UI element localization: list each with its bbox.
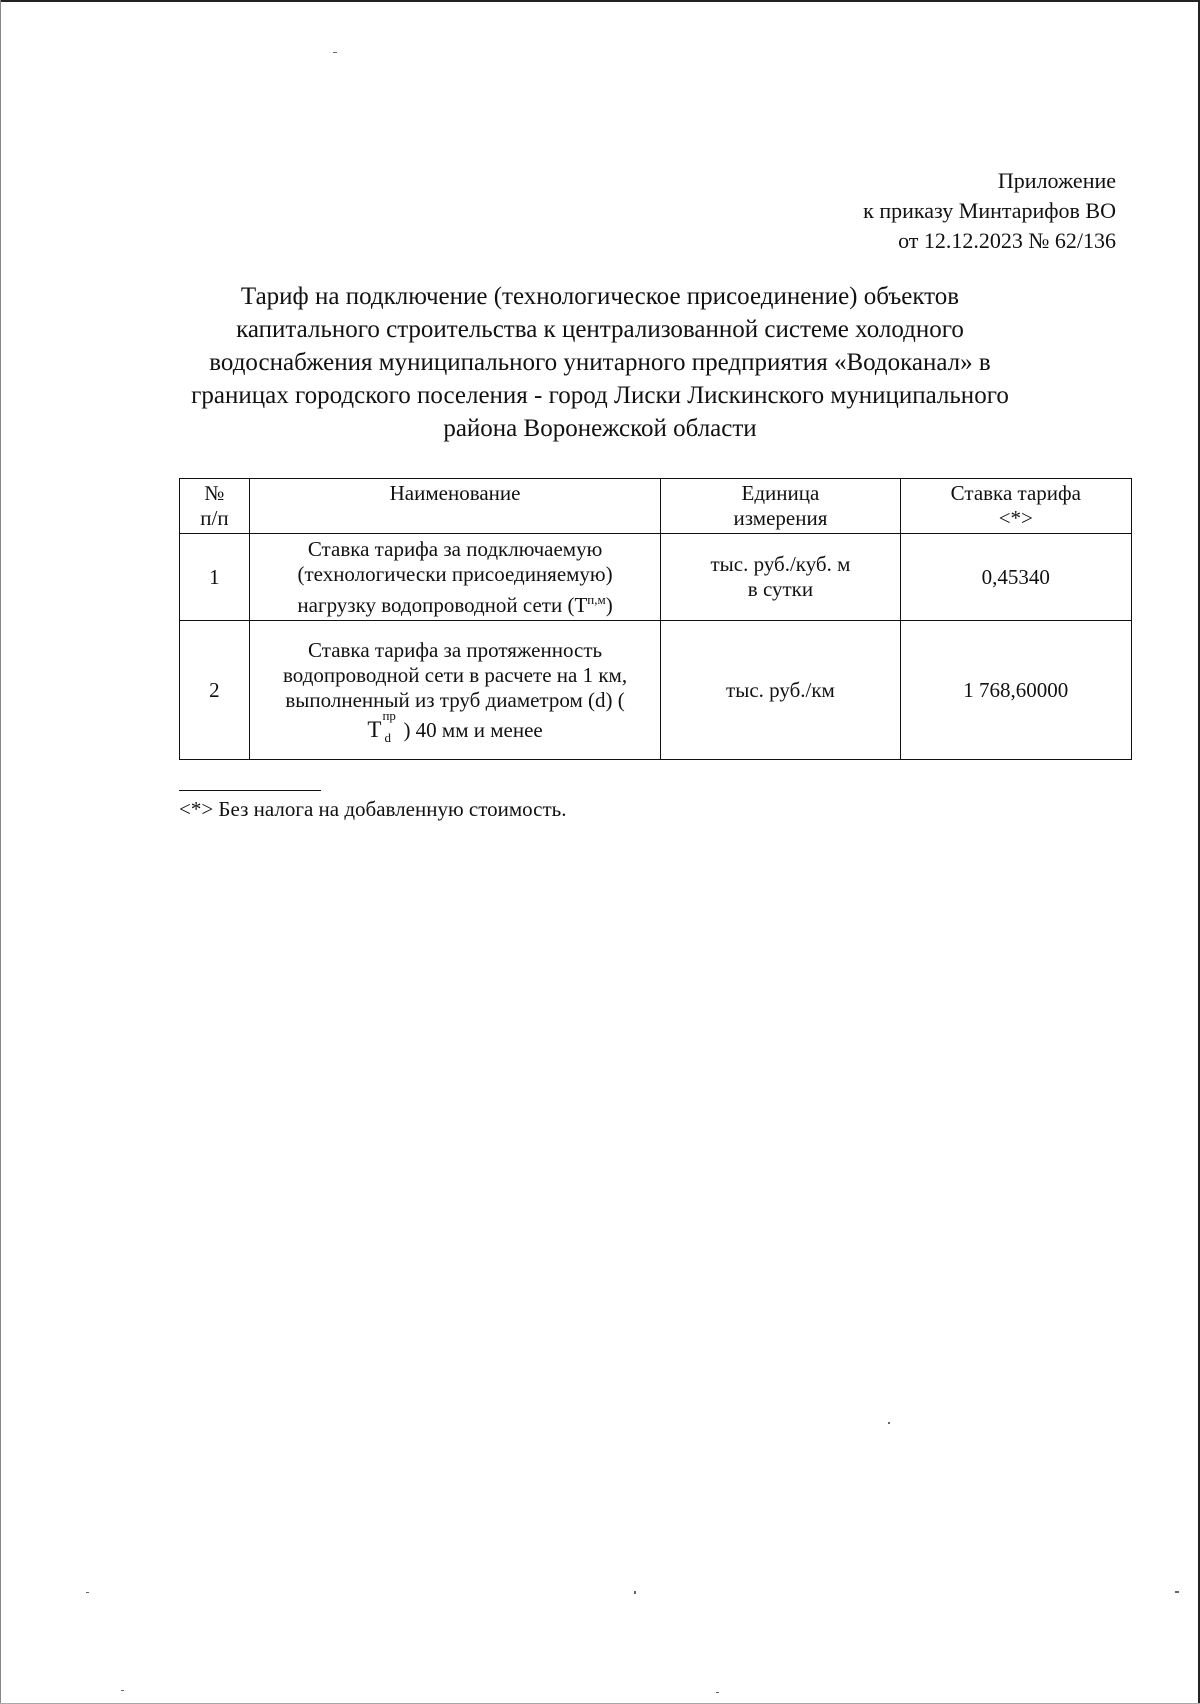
scan-speck — [634, 1591, 636, 1594]
appendix-line: Приложение — [997, 168, 1116, 193]
row-rate: 0,45340 — [900, 534, 1131, 621]
row-name — [249, 534, 661, 621]
row-name-line: (технологически присоединяемую) — [297, 561, 613, 586]
title-line: границах городского поселения - город Лиски Лискинского муниципального — [191, 382, 1009, 409]
scan-speck — [716, 1692, 719, 1693]
row-name-symbol: T — [367, 716, 382, 742]
row-name-line: Ставка тарифа за протяженность — [308, 637, 603, 662]
header-number — [180, 479, 250, 534]
row-name-indices — [381, 707, 403, 745]
appendix-reference — [863, 166, 1116, 256]
header-number-line: п/п — [200, 506, 229, 530]
header-unit-line: измерения — [733, 506, 828, 530]
row-name-text: нагрузку водопроводной сети (T — [297, 592, 588, 617]
header-rate-line: Ставка тарифа — [950, 481, 1081, 505]
header-unit-line: Единица — [741, 481, 820, 505]
row-name-line: водопроводной сети в расчете на 1 км, — [283, 662, 628, 687]
page-edge-top — [0, 0, 1200, 2]
row-name — [249, 621, 661, 760]
row-name-subscript: d — [384, 729, 391, 745]
footnote: <*> Без налога на добавленную стоимость. — [179, 797, 567, 821]
scan-speck — [1175, 1591, 1179, 1593]
row-name-text: ) — [605, 592, 613, 617]
footnote-divider — [179, 790, 321, 791]
row-unit-line: в сутки — [747, 577, 814, 601]
appendix-line: от 12.12.2023 № 62/136 — [898, 228, 1116, 253]
document-title — [150, 280, 1050, 445]
row-name-line: Ставка тарифа за подключаемую — [307, 536, 603, 561]
row-unit — [661, 534, 900, 621]
table-row — [180, 534, 1132, 621]
row-name-line: выполненный из труб диаметром (d) ( — [285, 687, 625, 712]
title-line: капитального строительства к централизованной системе холодного — [236, 316, 964, 343]
header-rate-line: <*> — [998, 506, 1033, 530]
header-number-line: № — [204, 481, 225, 505]
row-name-text: ) 40 мм и менее — [403, 717, 543, 742]
scan-speck — [86, 1592, 89, 1593]
row-number: 1 — [180, 534, 250, 621]
header-unit — [661, 479, 900, 534]
row-unit: тыс. руб./км — [661, 621, 900, 760]
row-name-superscript: пр — [382, 707, 396, 723]
header-rate — [900, 479, 1131, 534]
row-number: 2 — [180, 621, 250, 760]
appendix-line: к приказу Минтарифов ВО — [863, 198, 1116, 223]
row-name-line — [252, 587, 659, 618]
table-row — [180, 621, 1132, 760]
scan-speck — [333, 52, 337, 53]
row-rate: 1 768,60000 — [900, 621, 1131, 760]
header-name — [249, 479, 661, 534]
tariff-table — [179, 478, 1132, 760]
title-line: водоснабжения муниципального унитарного предприятия «Водоканал» в — [209, 349, 991, 376]
title-line: района Воронежской области — [443, 415, 757, 442]
row-name-line — [252, 707, 659, 745]
header-name-label: Наименование — [389, 481, 521, 505]
table-header-row — [180, 479, 1132, 534]
scan-speck — [888, 1422, 890, 1424]
row-unit-line: тыс. руб./куб. м — [710, 552, 851, 576]
page-edge-left — [0, 0, 1, 1704]
title-line: Тариф на подключение (технологическое присоединение) объектов — [240, 283, 960, 310]
row-name-superscript: п,м — [587, 591, 606, 607]
scan-speck — [121, 1690, 124, 1691]
